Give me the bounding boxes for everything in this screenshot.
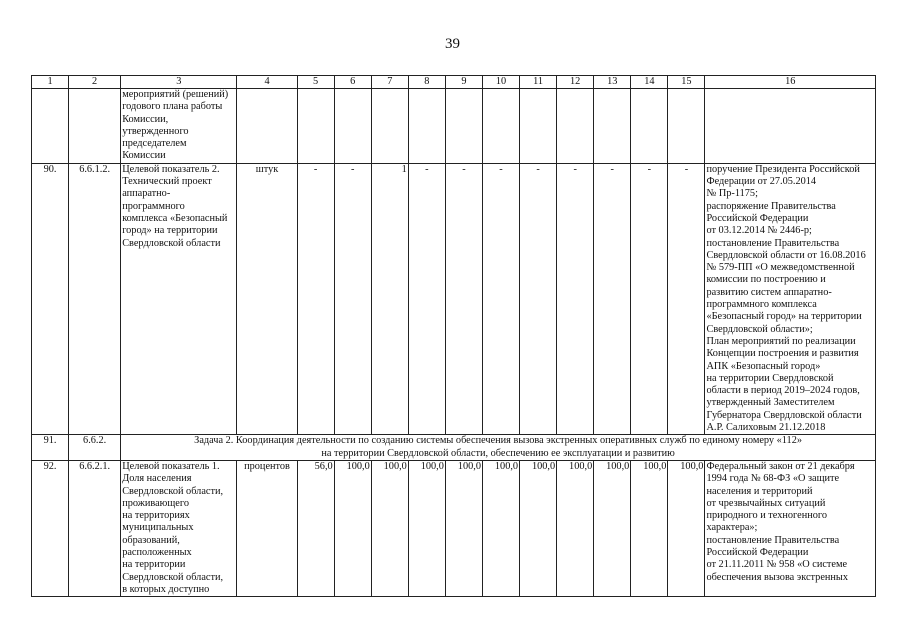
text-line: на территориях	[122, 510, 190, 522]
text-line: Комиссии	[122, 150, 166, 162]
indicator-name-cell	[121, 460, 237, 596]
value-cell: 100,0	[520, 460, 557, 596]
column-header: 13	[594, 76, 631, 89]
column-header: 3	[121, 76, 237, 89]
table-row	[32, 435, 876, 461]
text-line: природного и техногенного	[706, 510, 827, 522]
indicators-table	[31, 75, 876, 597]
value-cell: -	[408, 163, 445, 435]
text-line: Свердловской области от 16.08.2016	[706, 249, 866, 261]
value-cell: 100,0	[668, 460, 705, 596]
text-line: обеспечения вызова экстренных	[706, 571, 848, 583]
text-line: 1994 года № 68-ФЗ «О защите	[706, 473, 840, 485]
text-line: А.Р. Салиховым 21.12.2018	[706, 422, 826, 434]
row-code-cell	[69, 89, 121, 164]
text-line: области в период 2019–2024 годов,	[706, 385, 860, 397]
value-cell	[520, 89, 557, 164]
value-cell	[631, 89, 668, 164]
row-code-cell: 6.6.1.2.	[69, 163, 121, 435]
text-line: поручение Президента Российской	[706, 163, 860, 175]
column-header: 9	[445, 76, 482, 89]
value-cell: -	[594, 163, 631, 435]
text-line: Свердловской области	[122, 237, 221, 249]
text-line: годового плана работы	[122, 101, 223, 113]
value-cell: 100,0	[334, 460, 371, 596]
column-header: 5	[297, 76, 334, 89]
text-line: от 21.11.2011 № 958 «О системе	[706, 559, 848, 571]
table-row	[32, 89, 876, 164]
text-line: образований,	[122, 534, 180, 546]
column-header: 6	[334, 76, 371, 89]
text-line: Доля населения	[122, 473, 192, 485]
value-cell: -	[668, 163, 705, 435]
value-cell: 100,0	[482, 460, 519, 596]
value-cell: 100,0	[408, 460, 445, 596]
row-code-cell: 6.6.2.1.	[69, 460, 121, 596]
unit-cell: процентов	[237, 460, 297, 596]
text-line: Свердловской области,	[122, 485, 224, 497]
column-header: 11	[520, 76, 557, 89]
text-line: Свердловской области»;	[706, 323, 813, 335]
value-cell	[297, 89, 334, 164]
column-header: 16	[705, 76, 876, 89]
text-line: населения и территорий	[706, 485, 813, 497]
value-cell: 100,0	[594, 460, 631, 596]
value-cell: -	[557, 163, 594, 435]
text-line: Концепции построения и развития	[706, 348, 859, 360]
column-header: 8	[408, 76, 445, 89]
unit-cell: штук	[237, 163, 297, 435]
text-line: город» на территории	[122, 225, 218, 237]
page-number: 39	[445, 36, 460, 52]
text-line: Федеральный закон от 21 декабря	[706, 460, 855, 472]
row-number-cell: 90.	[32, 163, 69, 435]
value-cell: -	[520, 163, 557, 435]
column-header: 15	[668, 76, 705, 89]
text-line: программного	[122, 200, 185, 212]
text-line: развитию систем аппаратно-	[706, 286, 832, 298]
text-line: мероприятий (решений)	[122, 89, 229, 100]
text-line: Российской Федерации	[706, 546, 809, 558]
text-line: от 03.12.2014 № 2446-р;	[706, 225, 812, 237]
basis-cell	[705, 163, 876, 435]
text-line: План мероприятий по реализации	[706, 335, 856, 347]
value-cell: 100,0	[445, 460, 482, 596]
value-cell	[668, 89, 705, 164]
value-cell: 100,0	[371, 460, 408, 596]
text-line: муниципальных	[122, 522, 194, 534]
value-cell: 1	[371, 163, 408, 435]
column-header: 10	[482, 76, 519, 89]
text-line: Губернатора Свердловской области	[706, 409, 862, 421]
text-line: программного комплекса	[706, 299, 817, 311]
unit-cell	[237, 89, 297, 164]
text-line: от чрезвычайных ситуаций	[706, 497, 826, 509]
value-cell	[445, 89, 482, 164]
text-line: Целевой показатель 1.	[122, 460, 220, 472]
column-header: 4	[237, 76, 297, 89]
text-line: комиссии по построению и	[706, 274, 826, 286]
text-line: «Безопасный город» на территории	[706, 311, 862, 323]
task-line: на территории Свердловской области, обеспечению ее эксплуатации и развитию	[321, 447, 675, 459]
text-line: утвержденного	[122, 125, 189, 137]
value-cell: 100,0	[631, 460, 668, 596]
column-header: 2	[69, 76, 121, 89]
text-line: расположенных	[122, 546, 192, 558]
text-line: Целевой показатель 2.	[122, 163, 220, 175]
indicator-name-cell	[121, 89, 237, 164]
value-cell	[408, 89, 445, 164]
text-line: председателем	[122, 138, 187, 150]
column-header: 1	[32, 76, 69, 89]
value-cell: 56,0	[297, 460, 334, 596]
text-line: АПК «Безопасный город»	[706, 360, 821, 372]
text-line: Технический проект	[122, 176, 212, 188]
row-number-cell	[32, 89, 69, 164]
text-line: аппаратно-	[122, 188, 171, 200]
value-cell	[371, 89, 408, 164]
text-line: на территории Свердловской	[706, 372, 834, 384]
indicator-name-cell	[121, 163, 237, 435]
row-number-cell: 92.	[32, 460, 69, 596]
value-cell	[557, 89, 594, 164]
value-cell: -	[334, 163, 371, 435]
column-header: 7	[371, 76, 408, 89]
text-line: Комиссии,	[122, 113, 169, 125]
column-header-row	[32, 76, 876, 89]
text-line: в которых доступно	[122, 583, 210, 595]
value-cell	[482, 89, 519, 164]
value-cell: -	[482, 163, 519, 435]
text-line: Свердловской области,	[122, 571, 224, 583]
row-code-cell: 6.6.2.	[69, 435, 121, 461]
text-line: № 579-ПП «О межведомственной	[706, 262, 855, 274]
column-header: 12	[557, 76, 594, 89]
basis-cell	[705, 89, 876, 164]
text-line: комплекса «Безопасный	[122, 212, 228, 224]
task-line: Задача 2. Координация деятельности по созданию системы обеспечения вызова экстренных оперативных служб по единому номеру «112»	[194, 435, 803, 447]
text-line: постановление Правительства	[706, 237, 840, 249]
text-line: распоряжение Правительства	[706, 200, 836, 212]
task-heading-cell	[121, 435, 876, 461]
text-line: постановление Правительства	[706, 534, 840, 546]
value-cell: 100,0	[557, 460, 594, 596]
value-cell: -	[445, 163, 482, 435]
text-line: Российской Федерации	[706, 212, 809, 224]
basis-cell	[705, 460, 876, 596]
text-line: утвержденный Заместителем	[706, 397, 835, 409]
text-line: проживающего	[122, 497, 189, 509]
column-header: 14	[631, 76, 668, 89]
text-line: Федерации от 27.05.2014	[706, 176, 817, 188]
value-cell	[334, 89, 371, 164]
row-number-cell: 91.	[32, 435, 69, 461]
text-line: на территории	[122, 559, 186, 571]
value-cell	[594, 89, 631, 164]
table-row	[32, 163, 876, 435]
value-cell: -	[297, 163, 334, 435]
text-line: характера»;	[706, 522, 758, 534]
table-row	[32, 460, 876, 596]
value-cell: -	[631, 163, 668, 435]
text-line: № Пр-1175;	[706, 188, 758, 200]
